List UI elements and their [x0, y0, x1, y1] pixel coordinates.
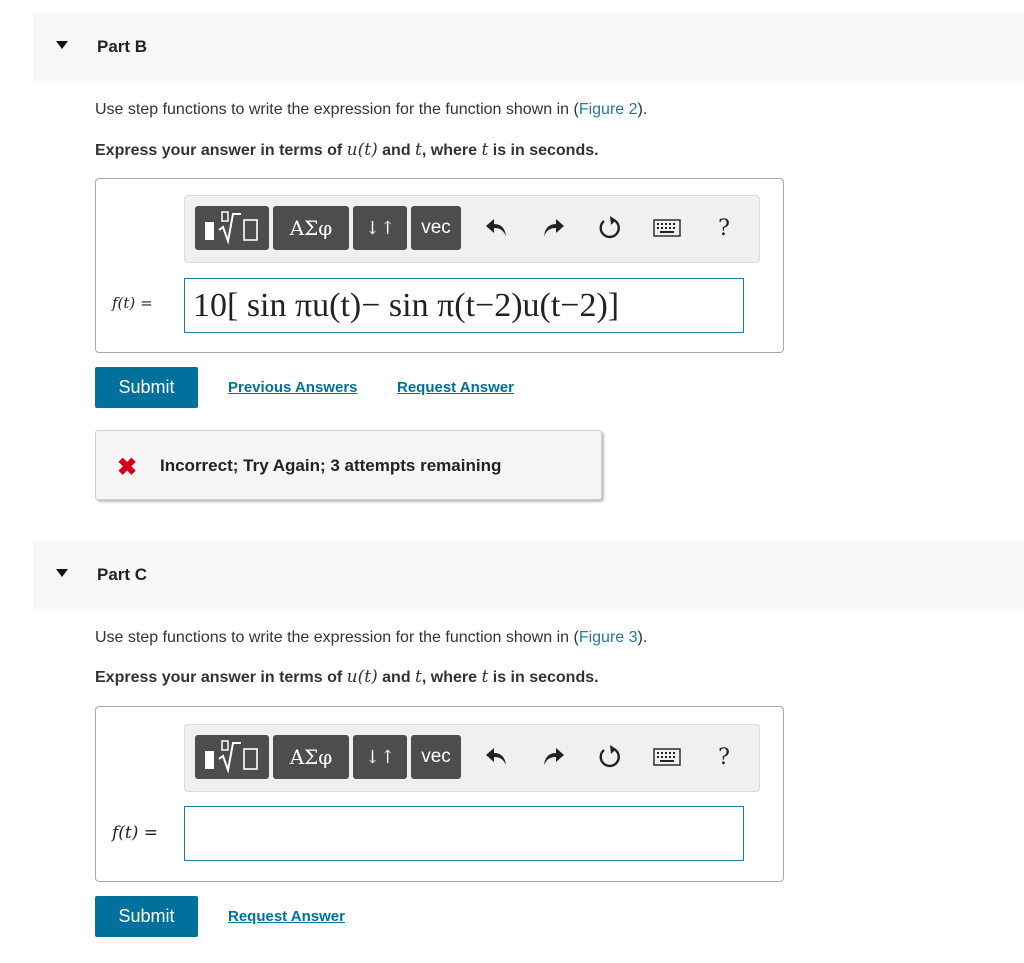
- part-c-express-note: Express your answer in terms of u(t) and t, where t is in seconds.: [95, 667, 599, 687]
- greek-button[interactable]: ΑΣφ: [273, 206, 349, 250]
- figure-3-link[interactable]: Figure 3: [578, 629, 638, 646]
- vec-button[interactable]: vec: [411, 735, 461, 779]
- reset-icon[interactable]: [596, 741, 624, 773]
- part-c-instruction: Use step functions to write the expression for the function shown in (Figure 3).: [95, 629, 648, 646]
- templates-button[interactable]: [195, 735, 269, 779]
- figure-2-link[interactable]: Figure 2: [578, 101, 638, 118]
- part-c-request-answer-link[interactable]: Request Answer: [228, 908, 345, 925]
- arrows-button[interactable]: ↓↑: [353, 735, 407, 779]
- part-c-function-label: f(t) =: [112, 823, 159, 843]
- part-b-answer-expression: 10[ sin πu(t)− sin π(t−2)u(t−2)]: [193, 287, 620, 324]
- templates-icon: [199, 210, 265, 246]
- incorrect-feedback-box: [95, 430, 602, 500]
- keyboard-icon[interactable]: [652, 741, 682, 773]
- part-b-submit-button[interactable]: Submit: [95, 367, 198, 408]
- redo-icon[interactable]: [539, 212, 567, 244]
- error-x-icon: ✖: [117, 454, 138, 481]
- vec-button[interactable]: vec: [411, 206, 461, 250]
- collapse-triangle-icon[interactable]: [56, 569, 68, 577]
- feedback-message: Incorrect; Try Again; 3 attempts remaining: [160, 456, 502, 475]
- undo-icon[interactable]: [483, 212, 511, 244]
- undo-icon[interactable]: [483, 741, 511, 773]
- part-b-request-answer-link[interactable]: Request Answer: [397, 379, 514, 396]
- collapse-triangle-icon[interactable]: [56, 41, 68, 49]
- part-c-answer-input[interactable]: [184, 806, 744, 861]
- part-c-submit-button[interactable]: Submit: [95, 896, 198, 937]
- part-c-header[interactable]: [33, 541, 1024, 609]
- part-b-instruction: Use step functions to write the expression for the function shown in (Figure 2).: [95, 101, 648, 118]
- greek-button[interactable]: ΑΣφ: [273, 735, 349, 779]
- help-icon[interactable]: ?: [718, 215, 730, 241]
- redo-icon[interactable]: [539, 741, 567, 773]
- keyboard-icon[interactable]: [652, 212, 682, 244]
- part-b-express-note: Express your answer in terms of u(t) and t, where t is in seconds.: [95, 140, 599, 160]
- part-c-math-toolbar: [184, 724, 760, 792]
- part-b-header[interactable]: [33, 13, 1024, 81]
- templates-icon: [199, 739, 265, 775]
- previous-answers-link[interactable]: Previous Answers: [228, 379, 358, 396]
- arrows-button[interactable]: ↓↑: [353, 206, 407, 250]
- reset-icon[interactable]: [596, 212, 624, 244]
- part-b-title: Part B: [97, 37, 148, 56]
- help-icon[interactable]: ?: [718, 744, 730, 770]
- part-b-answer-input[interactable]: [184, 278, 744, 333]
- part-c-title: Part C: [97, 565, 148, 584]
- templates-button[interactable]: [195, 206, 269, 250]
- part-b-function-label: f(t) =: [112, 294, 153, 312]
- part-b-math-toolbar: [184, 195, 760, 263]
